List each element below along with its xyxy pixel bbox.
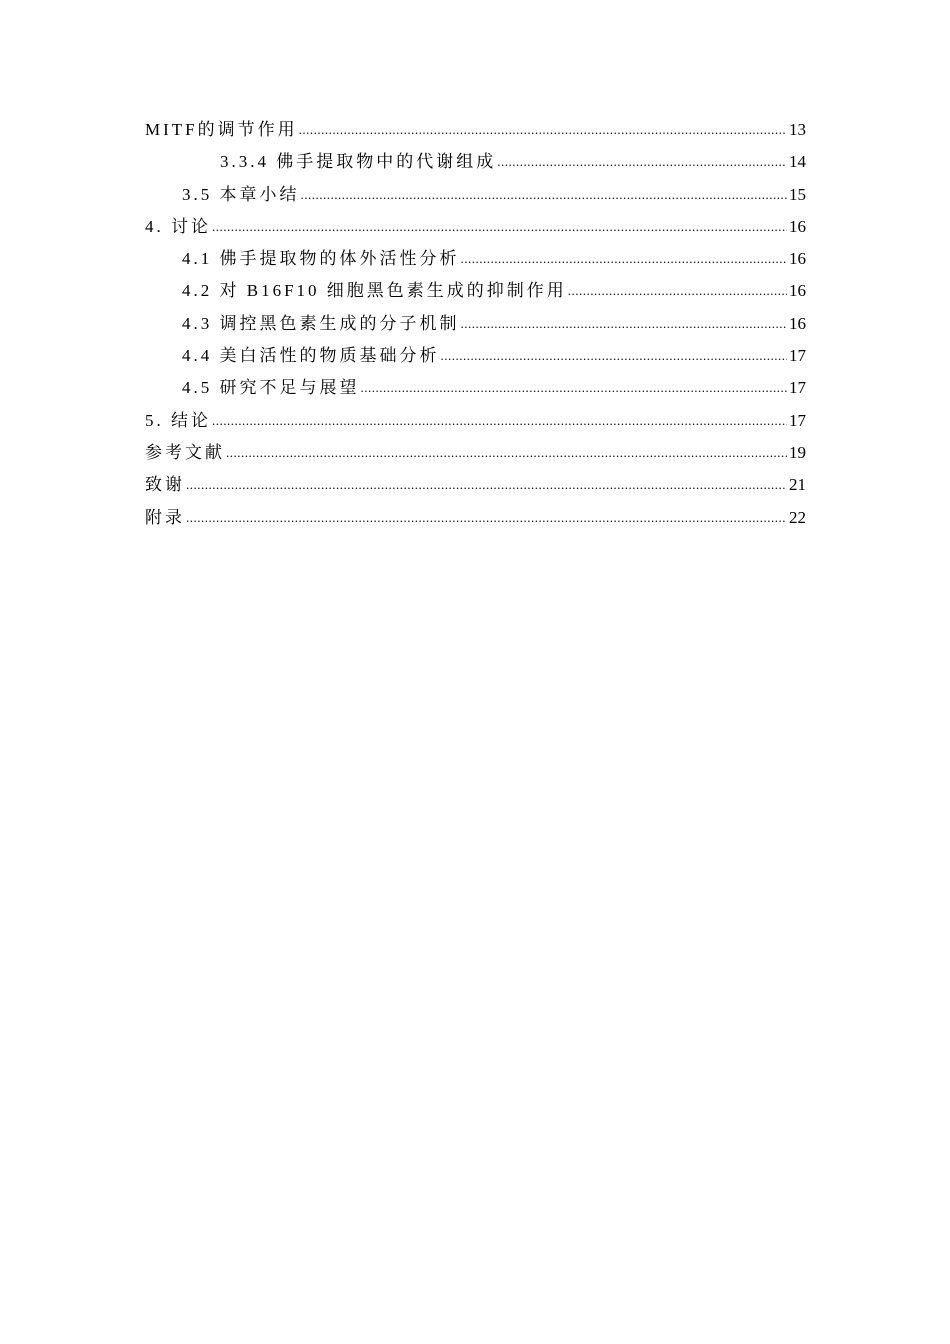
toc-page-number: 16 [789,249,806,269]
toc-entry[interactable] [145,407,806,439]
toc-entry[interactable] [145,310,806,342]
toc-page-number: 17 [789,378,806,398]
toc-page-number: 16 [789,281,806,301]
toc-entry-title: MITF的调节作用 [145,120,298,139]
toc-entry[interactable] [145,148,806,180]
toc-page-number: 22 [789,507,806,527]
toc-dot-leader [301,181,788,209]
toc-entry-title: 4.5 研究不足与展望 [182,378,360,398]
toc-page-number: 19 [789,442,806,462]
toc-dot-leader [568,277,787,305]
toc-page-number: 21 [789,475,806,495]
toc-entry[interactable] [145,342,806,374]
toc-entry-title: 3.3.4 佛手提取物中的代谢组成 [220,152,497,172]
toc-entry-title: 4.4 美白活性的物质基础分析 [182,346,440,366]
toc-entry[interactable] [145,504,806,536]
toc-page-number: 13 [789,120,806,139]
toc-dot-leader [497,148,787,176]
toc-dot-leader [186,471,787,499]
toc-entry-title: 4. 讨论 [145,216,211,236]
toc-dot-leader [441,342,788,370]
toc-entry[interactable] [145,116,806,148]
toc-entry[interactable] [145,374,806,406]
toc-entry[interactable] [145,245,806,277]
toc-page-number: 15 [789,184,806,204]
toc-entry-title: 3.5 本章小结 [182,184,300,204]
toc-dot-leader [186,504,787,532]
table-of-contents [145,116,806,536]
toc-entry[interactable] [145,439,806,471]
toc-entry-title: 4.3 调控黑色素生成的分子机制 [182,313,460,333]
toc-entry-title: 4.2 对 B16F10 细胞黑色素生成的抑制作用 [182,281,567,301]
toc-entry-title: 4.1 佛手提取物的体外活性分析 [182,249,460,269]
toc-entry[interactable] [145,277,806,309]
toc-dot-leader [461,310,788,338]
toc-page-number: 16 [789,313,806,333]
toc-dot-leader [226,439,787,467]
toc-dot-leader [461,245,788,273]
toc-page-number: 17 [789,346,806,366]
toc-entry-title: 附录 [145,507,185,527]
toc-entry-title: 5. 结论 [145,410,211,430]
toc-page-number: 17 [789,410,806,430]
toc-page-number: 16 [789,216,806,236]
toc-dot-leader [212,213,787,241]
toc-dot-leader [361,374,788,402]
toc-entry-title: 致谢 [145,475,185,495]
toc-dot-leader [212,407,787,435]
toc-dot-leader [299,116,787,144]
toc-entry-title: 参考文献 [145,442,225,462]
toc-entry[interactable] [145,181,806,213]
toc-page-number: 14 [789,152,806,172]
toc-entry[interactable] [145,213,806,245]
toc-entry[interactable] [145,471,806,503]
